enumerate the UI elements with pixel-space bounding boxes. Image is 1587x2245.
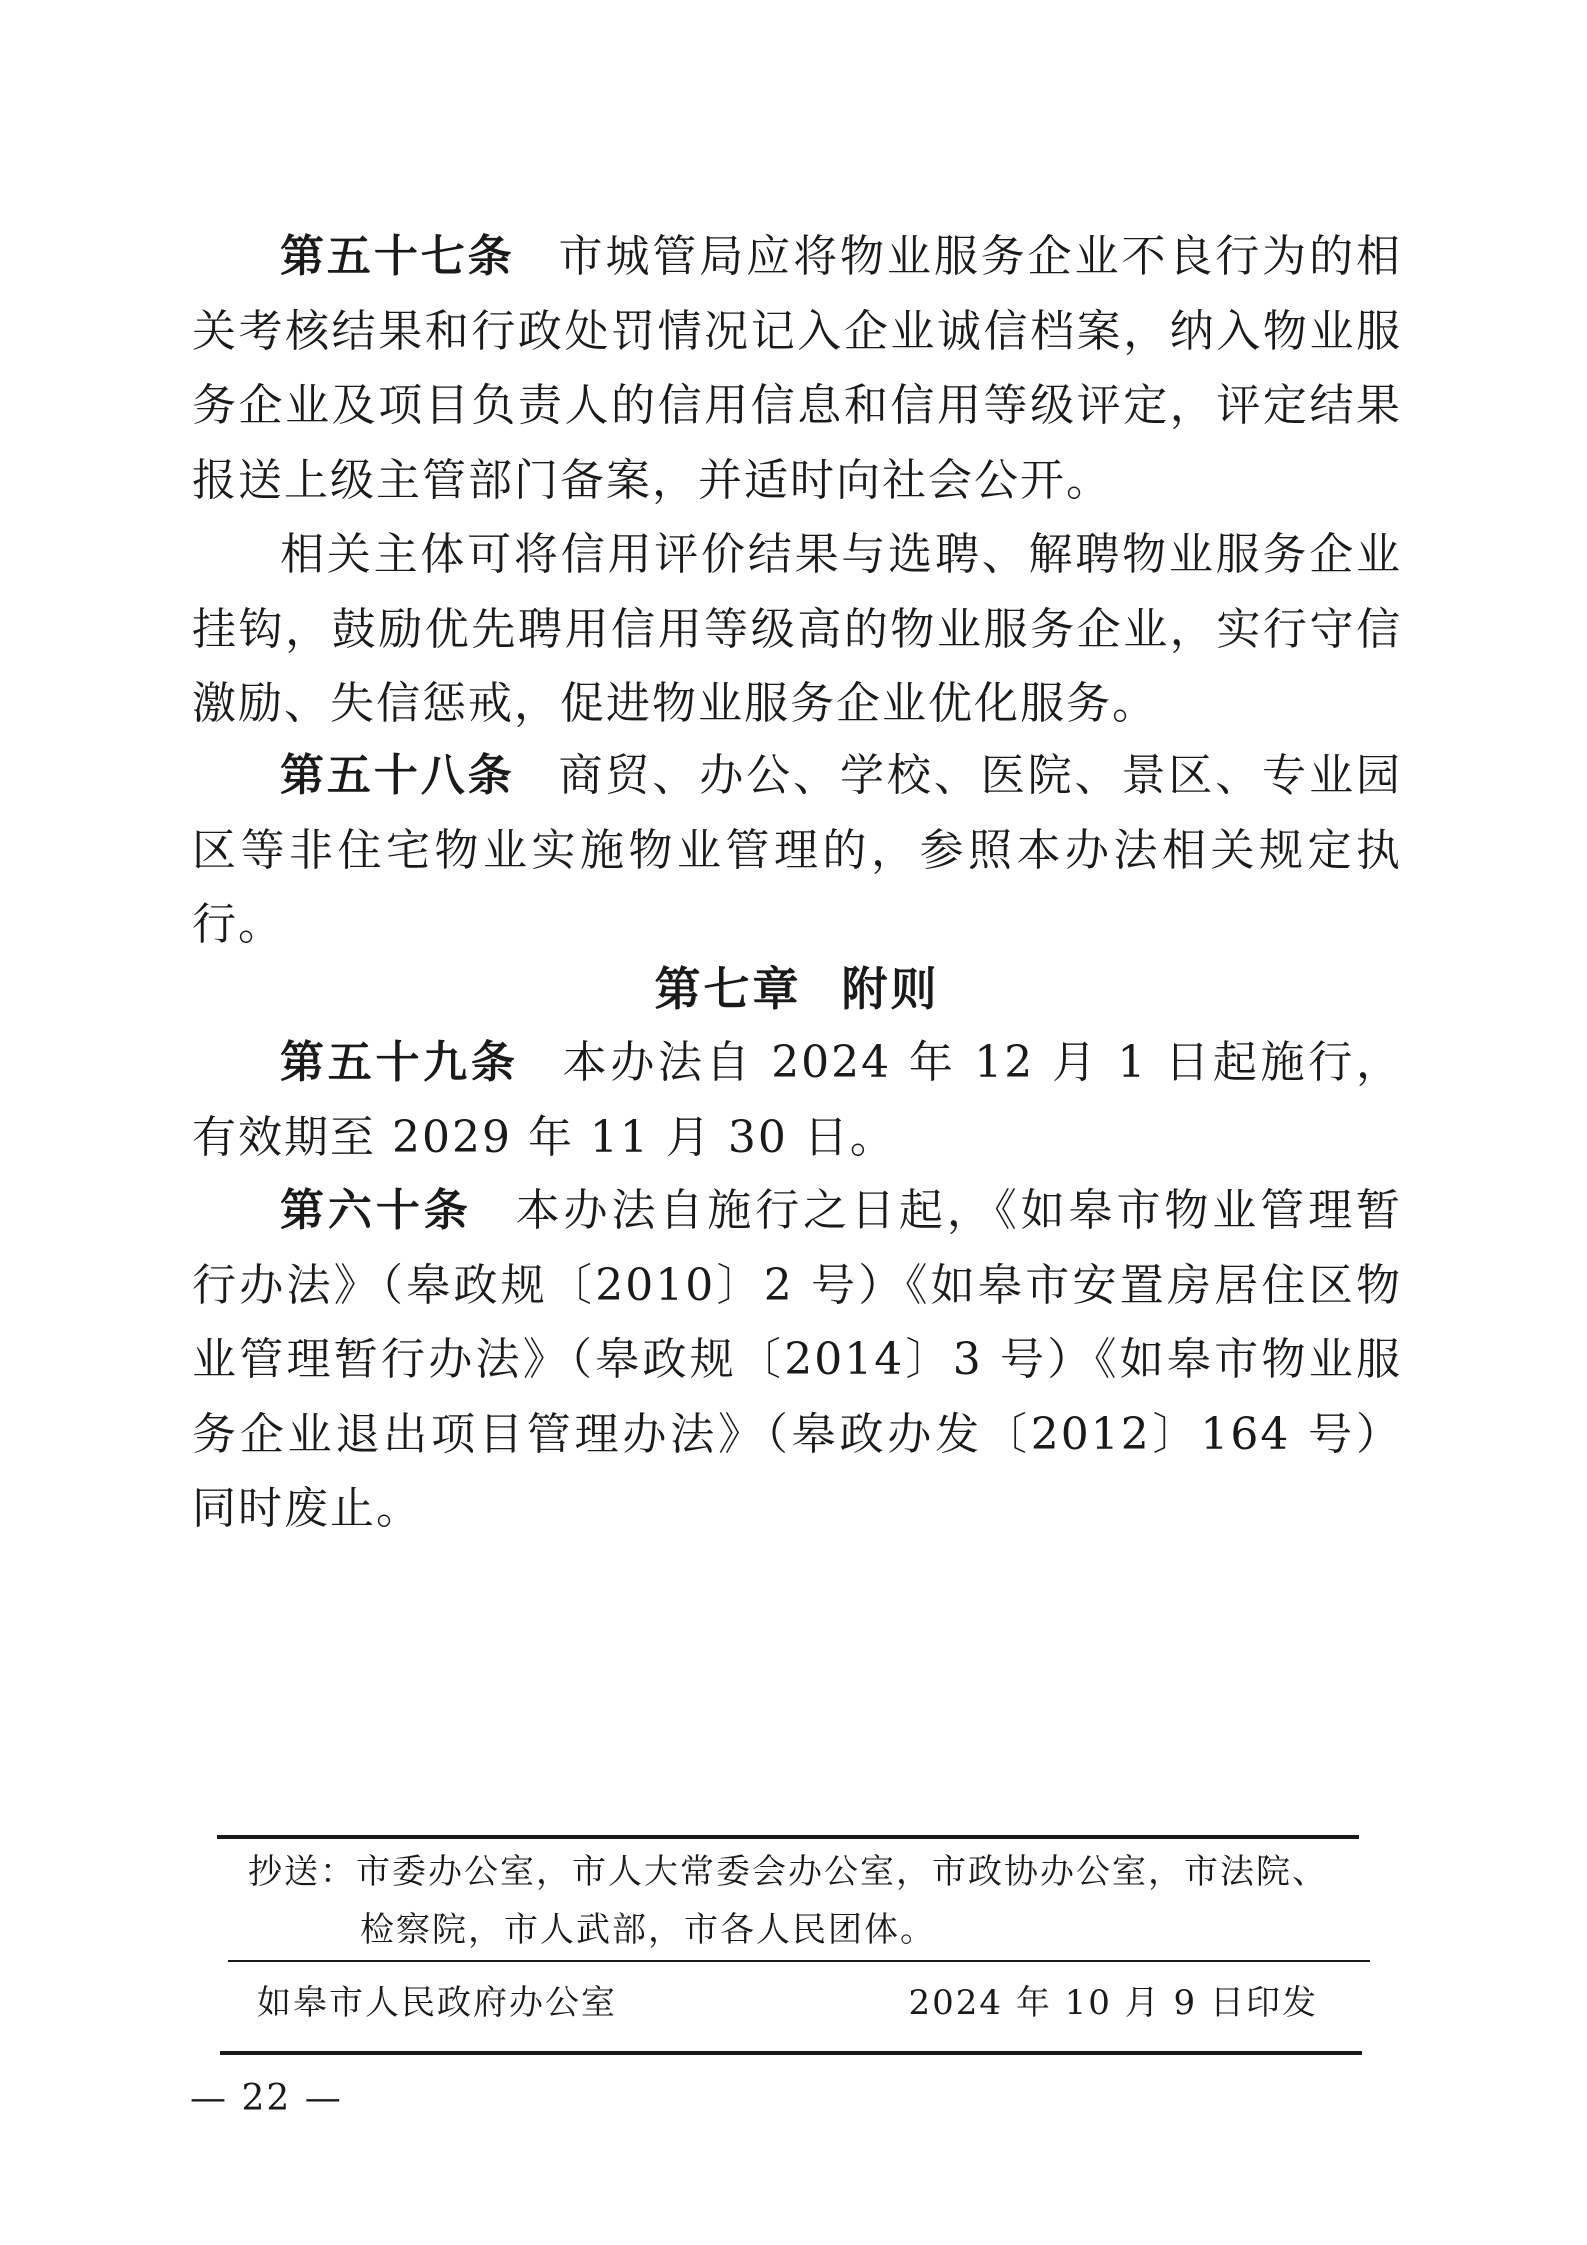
article-57-paragraph-2: 相关主体可将信用评价结果与选聘、解聘物业服务企业挂钩，鼓励优先聘用信用等级高的物业服务企业，实行守信激励、失信惩戒，促进物业服务企业优化服务。 bbox=[192, 529, 1402, 729]
chapter-title: 附则 bbox=[841, 962, 940, 1016]
cc-label: 抄送： bbox=[248, 1852, 356, 1892]
chapter-number: 第七章 bbox=[654, 962, 802, 1016]
article-60-text: 本办法自施行之日起，《如皋市物业管理暂行办法》（皋政规〔2010〕2 号）《如皋市安置房居住区物业管理暂行办法》（皋政规〔2014〕3 号）《如皋市物业服务企业退出项目管理办法》（皋政办发〔2012〕164 号）同时废止。 bbox=[192, 1185, 1403, 1534]
article-58-text: 商贸、办公、学校、医院、景区、专业园区等非住宅物业实施物业管理的，参照本办法相关规定执行。 bbox=[192, 750, 1402, 950]
article-58 bbox=[192, 739, 1402, 963]
footer-bottom-rule bbox=[220, 2051, 1362, 2055]
page-number: — 22 — bbox=[190, 2078, 343, 2119]
issuer: 如皋市人民政府办公室 bbox=[257, 1983, 617, 2023]
cc-distribution bbox=[248, 1843, 1348, 1959]
article-60-head: 第六十条 bbox=[280, 1185, 472, 1236]
article-57-text: 市城管局应将物业服务企业不良行为的相关考核结果和行政处罚情况记入企业诚信档案，纳入物业服务企业及项目负责人的信用信息和信用等级评定，评定结果报送上级主管部门备案，并适时向社会公开。 bbox=[192, 231, 1402, 506]
footer-middle-rule bbox=[228, 1960, 1370, 1962]
chapter-heading bbox=[192, 952, 1402, 1026]
article-58-head: 第五十八条 bbox=[280, 750, 515, 801]
article-59-head: 第五十九条 bbox=[280, 1037, 519, 1088]
cc-line-1: 市委办公室，市人大常委会办公室，市政协办公室，市法院、 bbox=[356, 1852, 1328, 1892]
article-57 bbox=[192, 220, 1402, 518]
article-59-text: 本办法自 2024 年 12 月 1 日起施行，有效期至 2029 年 11 月 30 日。 bbox=[192, 1037, 1402, 1163]
footer-top-rule bbox=[217, 1835, 1359, 1839]
article-59 bbox=[192, 1026, 1402, 1175]
cc-line-2: 检察院，市人武部，市各人民团体。 bbox=[360, 1910, 936, 1950]
issue-date: 2024 年 10 月 9 日印发 bbox=[908, 1983, 1318, 2023]
article-60 bbox=[192, 1174, 1402, 1547]
article-57-head: 第五十七条 bbox=[280, 231, 515, 282]
